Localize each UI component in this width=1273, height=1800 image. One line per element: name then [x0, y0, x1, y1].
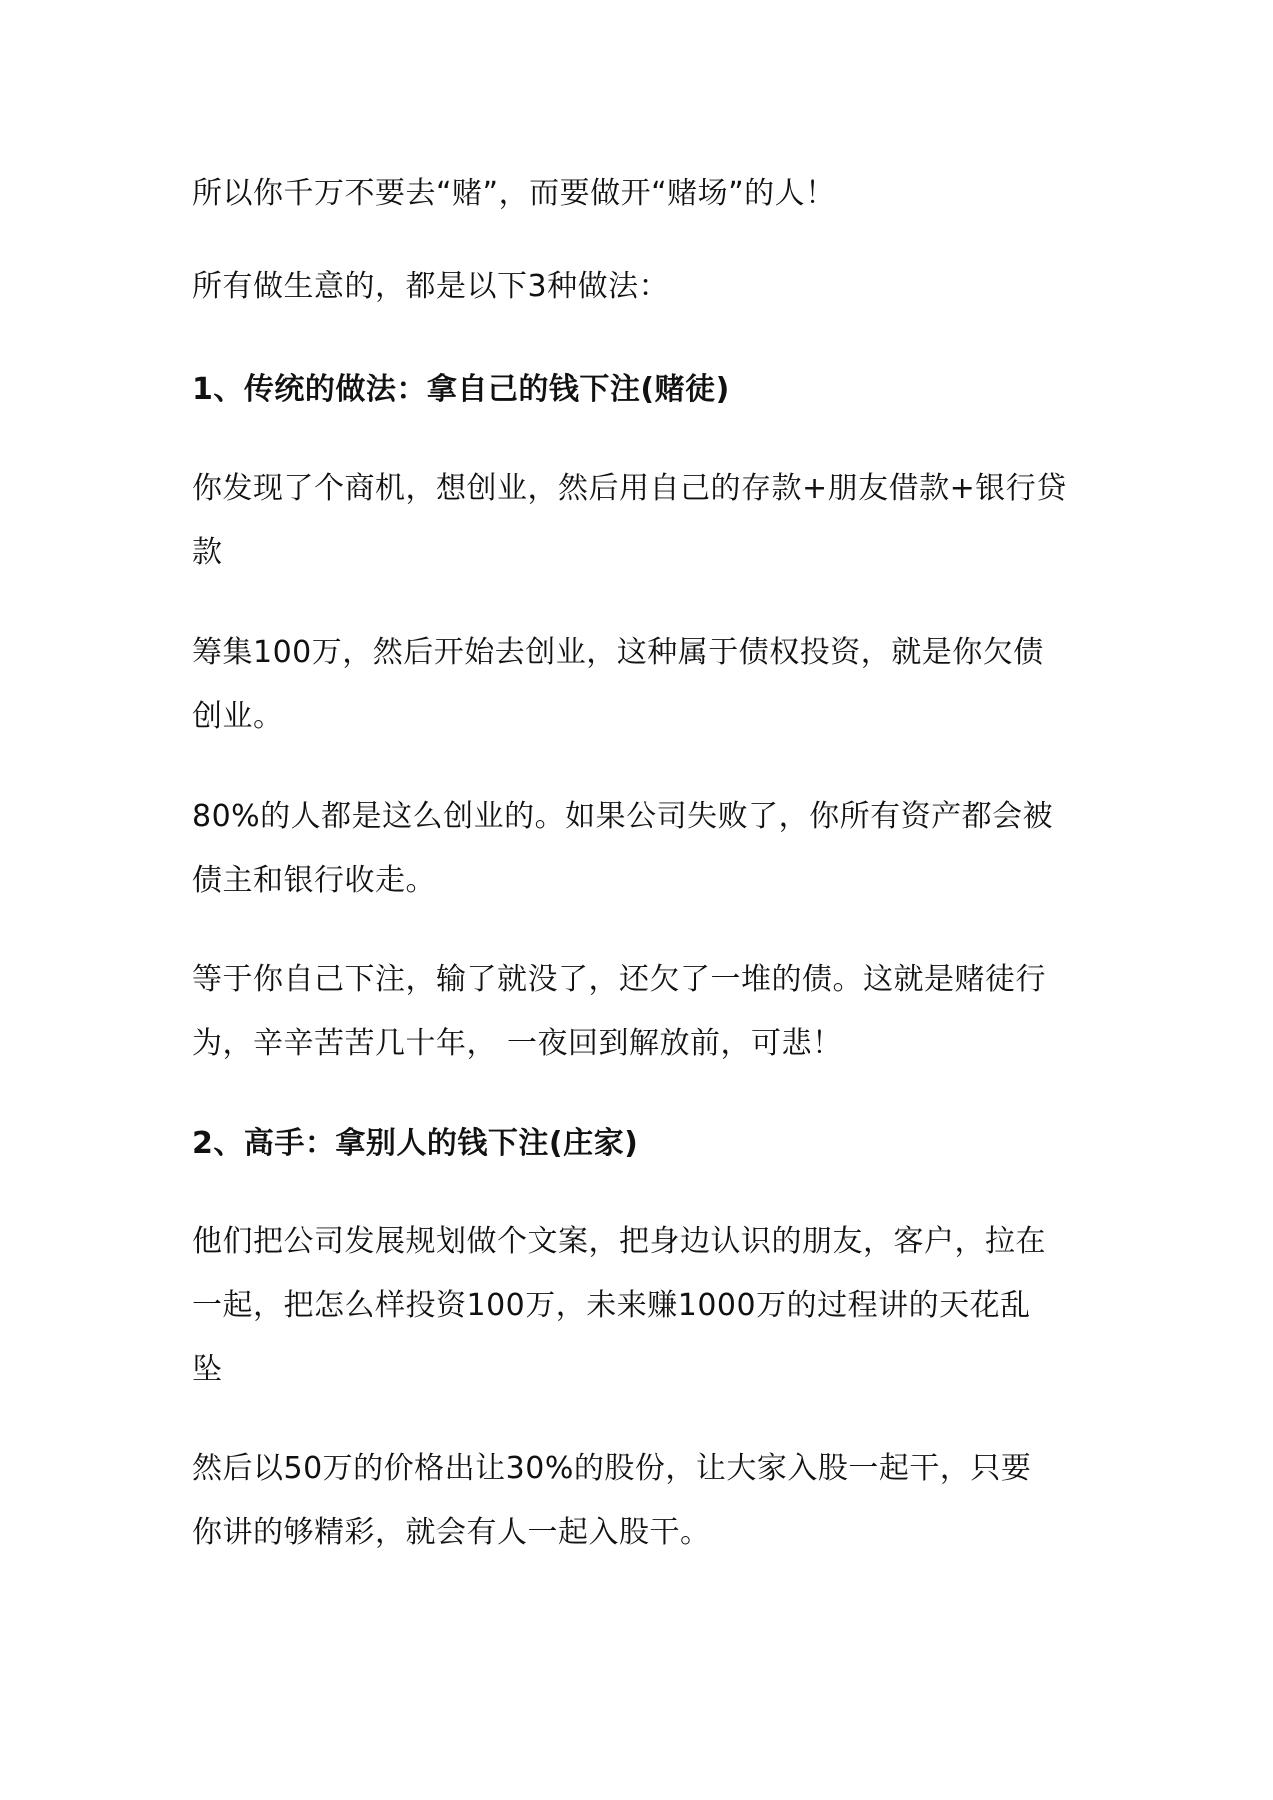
- paragraph-line: 所有做生意的，都是以下3种做法：: [192, 269, 670, 304]
- section-heading-1: 1、传统的做法：拿自己的钱下注(赌徒): [192, 372, 730, 407]
- paragraph-line: 一起，把怎么样投资100万，未来赚1000万的过程讲的天花乱: [192, 1288, 1031, 1323]
- paragraph-line: 坠: [192, 1352, 223, 1387]
- paragraph-line: 筹集100万，然后开始去创业，这种属于债权投资，就是你欠债: [192, 635, 1044, 670]
- paragraph-line: 为，辛辛苦苦几十年， 一夜回到解放前，可悲！: [192, 1026, 843, 1061]
- section-heading-2: 2、高手：拿别人的钱下注(庄家): [192, 1126, 639, 1161]
- paragraph-line: 债主和银行收走。: [192, 863, 436, 898]
- paragraph-line: 你发现了个商机，想创业，然后用自己的存款+朋友借款+银行贷: [192, 471, 1067, 506]
- paragraph-line: 款: [192, 535, 223, 570]
- paragraph-line: 等于你自己下注，输了就没了，还欠了一堆的债。这就是赌徒行: [192, 962, 1046, 997]
- paragraph-line: 他们把公司发展规划做个文案，把身边认识的朋友，客户，拉在: [192, 1224, 1046, 1259]
- paragraph-line: 你讲的够精彩，就会有人一起入股干。: [192, 1515, 711, 1550]
- paragraph-line: 创业。: [192, 699, 284, 734]
- paragraph-line: 所以你千万不要去“赌”，而要做开“赌场”的人！: [192, 176, 836, 211]
- paragraph-line: 然后以50万的价格出让30%的股份，让大家入股一起干，只要: [192, 1451, 1032, 1486]
- paragraph-line: 80%的人都是这么创业的。如果公司失败了，你所有资产都会被: [192, 799, 1054, 834]
